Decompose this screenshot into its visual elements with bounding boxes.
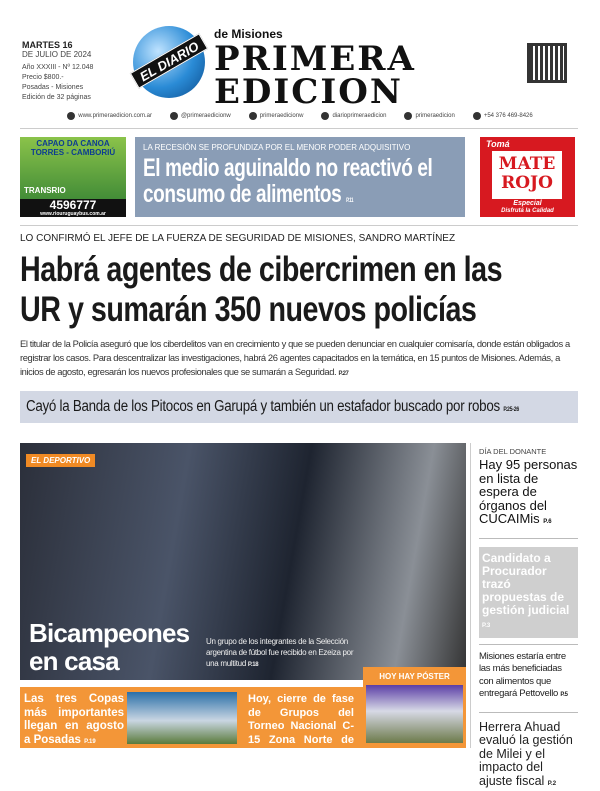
page-ref: P.27 — [338, 371, 348, 377]
ad-url: www.riouruguaybus.com.ar — [20, 211, 126, 217]
x-icon — [170, 112, 178, 120]
youtube-icon — [404, 112, 412, 120]
headline-line-2: UR y sumarán 350 nuevos policías — [20, 290, 502, 330]
page-ref: P.21 — [280, 752, 292, 758]
social-links — [0, 112, 600, 120]
story-text: Hay 95 personas en lista de espera de órganos del CUCAIMis — [479, 457, 577, 526]
sidebar-story-4[interactable] — [479, 712, 578, 791]
whatsapp-icon — [473, 112, 481, 120]
ad-transrio[interactable] — [20, 137, 126, 217]
top-story[interactable] — [135, 137, 465, 217]
instagram-icon — [321, 112, 329, 120]
strip-story-2[interactable] — [248, 693, 354, 763]
facebook-icon — [249, 112, 257, 120]
divider — [20, 225, 578, 226]
headline-line-1: Habrá agentes de cibercrimen en las — [20, 250, 502, 290]
edition-day: MARTES 16 — [22, 40, 93, 50]
ad-sub: Especial — [480, 200, 575, 207]
social-web-text: www.primeraedicion.com.ar — [78, 113, 152, 119]
page-ref: P.6 — [543, 519, 551, 525]
place: Posadas - Misiones — [22, 83, 93, 93]
ad-line-2: TORRES - CAMBORIÚ — [20, 148, 126, 157]
logo-subtitle: de Misiones — [214, 27, 283, 41]
story-text: Misiones estaría entre las más beneficiadas con alimentos que entregará Pettovello — [479, 651, 566, 700]
bar-headline: Cayó la Banda de los Pitocos en Garupá y también un estafador buscado por robos — [26, 398, 500, 415]
social-web[interactable] — [67, 112, 152, 120]
bar-story[interactable] — [20, 391, 578, 423]
sidebar-story-2[interactable] — [479, 547, 578, 638]
main-body — [20, 337, 582, 381]
social-youtube[interactable] — [404, 112, 454, 120]
caption-text: Un grupo de los integrantes de la Selección argentina de fútbol fue recibido en Ezeiza por una multitud — [206, 637, 353, 668]
strip-story-1[interactable] — [24, 693, 124, 749]
social-facebook-text: primeraedicionw — [260, 113, 304, 119]
social-youtube-text: primeraedicion — [415, 113, 454, 119]
page-ref: P.5 — [560, 692, 567, 698]
poster-label: HOY HAY PÓSTER — [366, 672, 463, 681]
social-instagram[interactable] — [321, 112, 386, 120]
sports-headline — [29, 619, 189, 675]
social-whatsapp[interactable] — [473, 112, 533, 120]
poster-photo — [366, 685, 463, 743]
sidebar-story-1[interactable] — [479, 458, 578, 539]
top-story-headline: El medio aguinaldo no reactivó el consumo de alimentos — [143, 154, 432, 208]
page-ref: P.18 — [248, 662, 258, 668]
page-ref: P.3 — [482, 623, 490, 629]
page-ref: P.19 — [84, 739, 96, 745]
photo-caption — [206, 636, 356, 671]
globe-logo-icon — [133, 26, 205, 98]
headline-line-2: en casa — [29, 647, 189, 675]
page-count: Edición de 32 páginas — [22, 93, 93, 103]
ad-phone-box — [20, 199, 126, 217]
story-text: Las tres Copas más importantes llegan en agosto a Posadas — [24, 693, 124, 746]
top-story-kicker: LA RECESIÓN SE PROFUNDIZA POR EL MENOR PODER ADQUISITIVO — [143, 143, 457, 152]
main-headline[interactable] — [20, 250, 502, 330]
story-text: Herrera Ahuad evaluó la gestión de Milei y el impacto del ajuste fiscal — [479, 720, 573, 788]
headline-line-1: Bicampeones — [29, 619, 189, 647]
ad-tagline: Disfrutá la Calidad — [480, 208, 575, 214]
ad-phone: 4596777 — [50, 198, 97, 212]
edition-date: DE JULIO DE 2024 — [22, 50, 93, 60]
page-ref: P.11 — [346, 198, 353, 204]
masthead-title-1: PRIMERA — [214, 43, 416, 75]
section-tag: EL DEPORTIVO — [26, 454, 95, 467]
page-ref: P.2 — [548, 781, 556, 787]
masthead-title-2: EDICION — [214, 76, 403, 108]
story-text: Hoy, cierre de fase de Grupos del Torneo Nacional C-15 Zona Norte de futsal — [248, 693, 354, 759]
bar-story-line — [26, 398, 519, 416]
social-facebook[interactable] — [249, 112, 304, 120]
logo-band: EL DIARIO — [130, 33, 208, 89]
ad-brand: TRANSRIO — [24, 186, 66, 195]
social-x[interactable] — [170, 112, 231, 120]
globe-icon — [67, 112, 75, 120]
qr-code-icon[interactable] — [527, 43, 567, 83]
social-x-text: @primeraedicionw — [181, 113, 231, 119]
body-text: El titular de la Policía aseguró que los ciberdelitos van en crecimiento y que se pueden denunciar en cualquier comisaría, donde están obligados a registrar los casos. Para descentralizar las investigaciones, habrá 26 agentes capacitados en la temática, en 15 puntos de Misiones. Además, a inicios de agosto, egresarán los nuevos profesionales que se sumarán a Seguridad. — [20, 338, 570, 377]
ad-mate-rojo[interactable] — [480, 137, 575, 217]
divider — [20, 128, 578, 129]
cups-photo — [127, 692, 237, 744]
sidebar-kicker: DÍA DEL DONANTE — [479, 447, 578, 456]
poster-box[interactable] — [363, 667, 466, 748]
main-kicker: LO CONFIRMÓ EL JEFE DE LA FUERZA DE SEGURIDAD DE MISIONES, SANDRO MARTÍNEZ — [20, 233, 455, 244]
edition-info — [22, 40, 93, 103]
issue-number: Año XXXIII - Nº 12.048 — [22, 63, 93, 73]
page-ref: P.25-26 — [503, 407, 519, 413]
sidebar-story-3[interactable] — [479, 644, 578, 712]
ad-brand: MATE ROJO — [492, 151, 562, 199]
story-text: Candidato a Procurador trazó propuestas de gestión judicial — [482, 551, 569, 617]
ad-line-1: CAPAO DA CANOA — [20, 139, 126, 148]
social-instagram-text: diarioprimeraedicion — [332, 113, 386, 119]
social-whatsapp-text: +54 376 469-8426 — [484, 113, 533, 119]
price: Precio $800.- — [22, 73, 93, 83]
sidebar — [470, 443, 578, 748]
ad-top: Tomá — [486, 139, 510, 149]
sports-photo[interactable] — [20, 443, 466, 680]
